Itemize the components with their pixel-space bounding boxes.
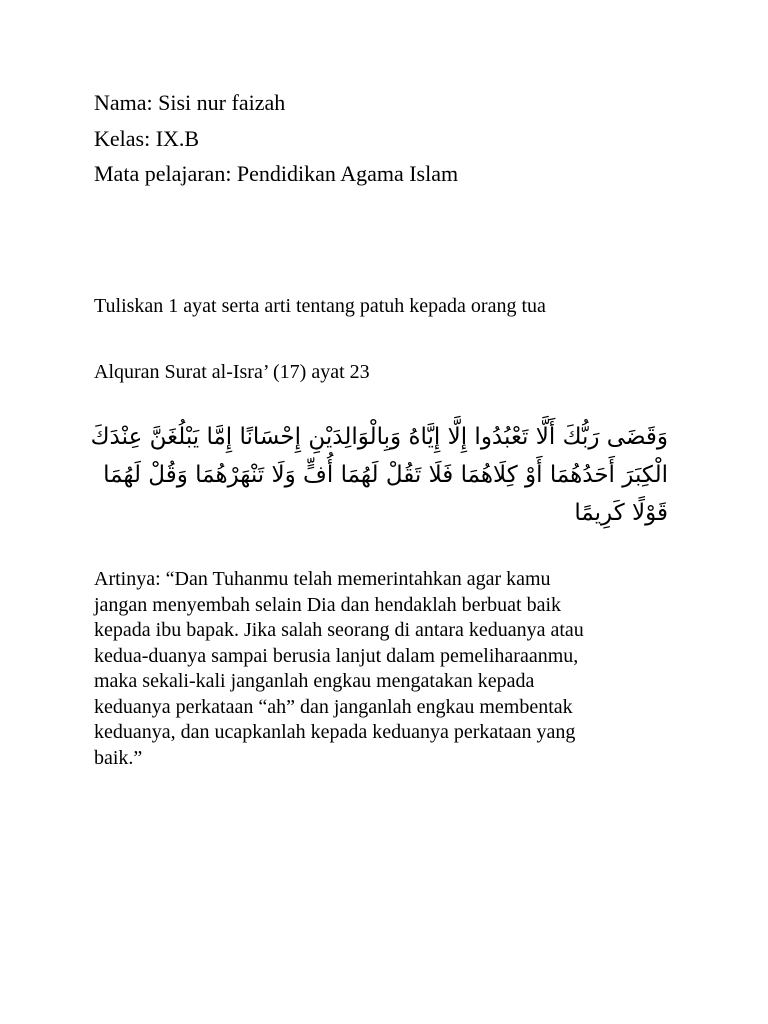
arabic-verse bbox=[88, 418, 668, 532]
translation-line: Artinya: “Dan Tuhanmu telah memerintahkan agar kamu bbox=[94, 568, 551, 590]
arabic-line: قَوْلًا كَرِيمًا bbox=[574, 500, 668, 526]
student-name: Nama: Sisi nur faizah bbox=[94, 90, 286, 115]
task-prompt: Tuliskan 1 ayat serta arti tentang patuh kepada orang tua bbox=[94, 295, 546, 317]
arabic-line: الْكِبَرَ أَحَدُهُمَا أَوْ كِلَاهُمَا فَلَا تَقُلْ لَهُمَا أُفٍّ وَلَا تَنْهَرْهُمَا وَقُلْ لَهُمَا bbox=[103, 462, 668, 488]
student-class: Kelas: IX.B bbox=[94, 126, 200, 151]
verse-translation bbox=[94, 567, 694, 771]
translation-line: kedua-duanya sampai berusia lanjut dalam pemeliharaanmu, bbox=[94, 644, 579, 667]
translation-line: baik.” bbox=[94, 746, 143, 769]
translation-line: maka sekali-kali janganlah engkau mengatakan kepada bbox=[94, 670, 535, 692]
translation-line: kepada ibu bapak. Jika salah seorang di antara keduanya atau bbox=[94, 619, 584, 641]
verse-source: Alquran Surat al-Isra’ (17) ayat 23 bbox=[94, 361, 370, 383]
arabic-line: وَقَضَى رَبُّكَ أَلَّا تَعْبُدُوا إِلَّا إِيَّاهُ وَبِالْوَالِدَيْنِ إِحْسَانًا إِمَّا يَبْلُغَنَّ عِنْدَكَ bbox=[90, 424, 668, 450]
translation-line: jangan menyembah selain Dia dan hendaklah berbuat baik bbox=[94, 593, 562, 616]
subject: Mata pelajaran: Pendidikan Agama Islam bbox=[94, 161, 459, 186]
translation-line: keduanya perkataan “ah” dan janganlah engkau membentak bbox=[94, 695, 573, 718]
translation-line: keduanya, dan ucapkanlah kepada keduanya perkataan yang bbox=[94, 721, 576, 743]
